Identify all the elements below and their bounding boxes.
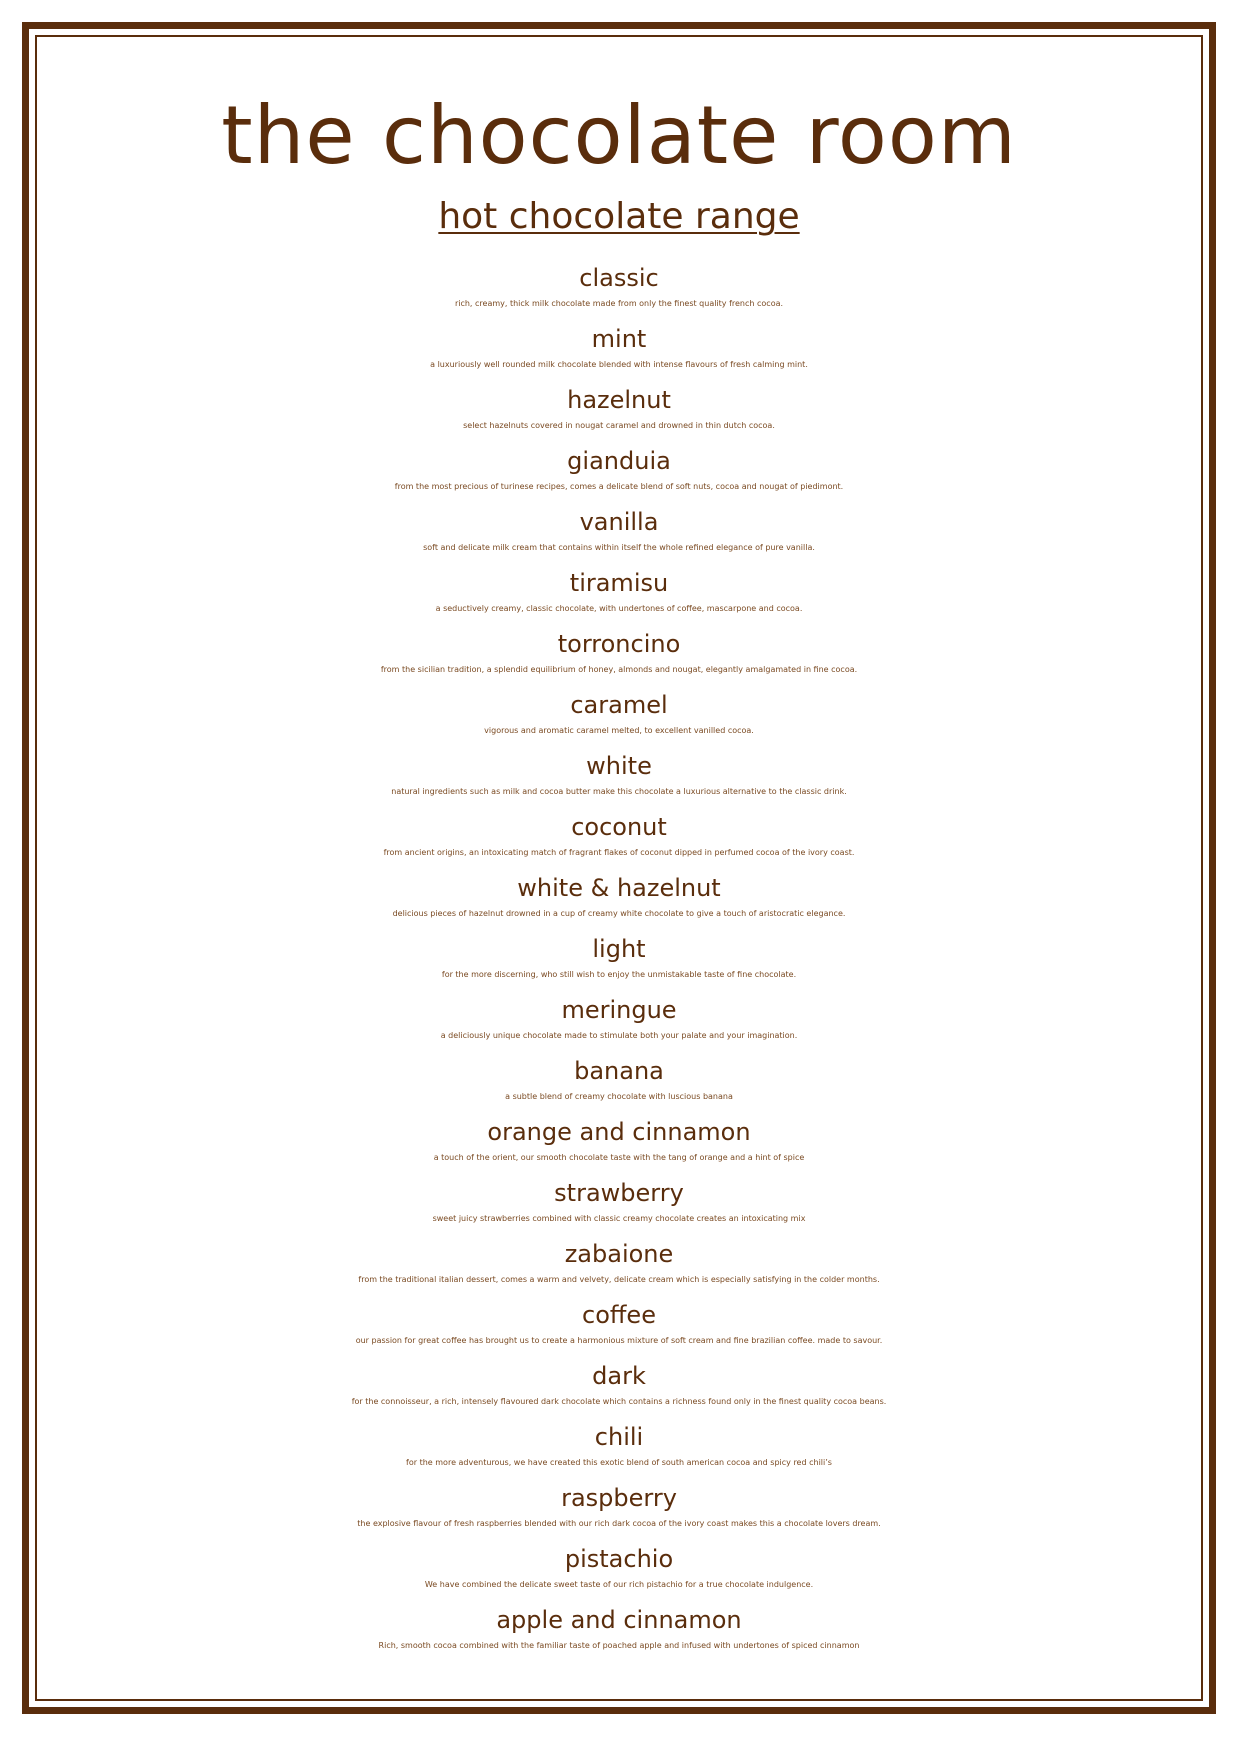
menu-item-description: from ancient origins, an intoxicating match of fragrant flakes of coconut dipped in perfumed cocoa of the ivory coast. [383,848,855,857]
menu-item-name: dark [592,1362,646,1390]
menu-item-description: We have combined the delicate sweet taste of our rich pistachio for a true chocolate indulgence. [424,1580,814,1589]
menu-item-description: from the most precious of turinese recipes, comes a delicate blend of soft nuts, cocoa and nougat of piedimont. [394,482,844,491]
menu-item-description: a seductively creamy, classic chocolate, with undertones of coffee, mascarpone and cocoa. [435,604,803,613]
menu-item [35,812,1203,873]
menu-item-description: the explosive flavour of fresh raspberries blended with our rich dark cocoa of the ivory coast makes this a chocolate lovers dream. [357,1519,881,1528]
menu-item-description: select hazelnuts covered in nougat caramel and drowned in thin dutch cocoa. [463,421,775,430]
menu-item [35,1361,1203,1422]
menu-item [35,1300,1203,1361]
menu-item [35,1178,1203,1239]
menu-item-name: gianduia [567,447,671,475]
menu-item [35,568,1203,629]
menu-item [35,690,1203,751]
menu-item-name: mint [591,325,647,353]
menu-item-name: vanilla [579,508,659,536]
menu-item [35,385,1203,446]
page-title: the chocolate room [221,89,1017,182]
menu-item [35,934,1203,995]
menu-item-name: apple and cinnamon [496,1606,742,1634]
menu-item-name: pistachio [564,1545,674,1573]
menu-item-description: for the more adventurous, we have created this exotic blend of south american cocoa and spicy red chili’s [406,1458,832,1467]
menu-item-name: zabaione [564,1240,674,1268]
menu-item [35,507,1203,568]
menu-item-name: white [586,752,652,780]
menu-item-description: for the more discerning, who still wish to enjoy the unmistakable taste of fine chocolate. [441,970,797,979]
menu-item-name: banana [574,1057,664,1085]
menu-item-description: natural ingredients such as milk and cocoa butter make this chocolate a luxurious alternative to the classic drink. [391,787,847,796]
menu-item-description: a subtle blend of creamy chocolate with luscious banana [505,1092,733,1101]
menu-item-name: torroncino [557,630,681,658]
menu-item [35,1239,1203,1300]
menu-item [35,324,1203,385]
menu-item-description: sweet juicy strawberries combined with classic creamy chocolate creates an intoxicating mix [432,1214,806,1223]
menu-item-name: tiramisu [569,569,669,597]
menu-item-description: a luxuriously well rounded milk chocolate blended with intense flavours of fresh calming mint. [430,360,808,369]
menu-item-description: a touch of the orient, our smooth chocolate taste with the tang of orange and a hint of spice [433,1153,805,1162]
menu-page [35,35,1203,1666]
page-subtitle: hot chocolate range [438,196,800,237]
menu-item [35,1056,1203,1117]
menu-item-name: chili [594,1423,644,1451]
menu-item [35,446,1203,507]
menu-item-name: orange and cinnamon [487,1118,751,1146]
menu-item [35,995,1203,1056]
menu-item [35,1605,1203,1666]
menu-item [35,1422,1203,1483]
menu-item-description: soft and delicate milk cream that contains within itself the whole refined elegance of pure vanilla. [423,543,815,552]
menu-item-description: for the connoisseur, a rich, intensely flavoured dark chocolate which contains a richness found only in the finest quality cocoa beans. [351,1397,887,1406]
menu-item-description: vigorous and aromatic caramel melted, to excellent vanilled cocoa. [484,726,754,735]
menu-item-name: hazelnut [567,386,671,414]
menu-item-description: Rich, smooth cocoa combined with the familiar taste of poached apple and infused with undertones of spiced cinnamon [378,1641,860,1650]
menu-item-description: rich, creamy, thick milk chocolate made from only the finest quality french cocoa. [454,299,784,308]
menu-list [35,263,1203,1666]
menu-item-name: raspberry [561,1484,677,1512]
menu-item-description: delicious pieces of hazelnut drowned in a cup of creamy white chocolate to give a touch of aristocratic elegance. [392,909,846,918]
menu-item [35,629,1203,690]
menu-item-description: a deliciously unique chocolate made to stimulate both your palate and your imagination. [440,1031,798,1040]
menu-item-name: white & hazelnut [517,874,721,902]
menu-item-name: caramel [570,691,668,719]
menu-item-description: from the sicilian tradition, a splendid equilibrium of honey, almonds and nougat, elegantly amalgamated in fine cocoa. [380,665,858,674]
menu-item-name: classic [579,264,659,292]
menu-item-name: strawberry [554,1179,684,1207]
menu-item [35,1544,1203,1605]
menu-item [35,263,1203,324]
menu-item [35,751,1203,812]
menu-item [35,1117,1203,1178]
menu-item-name: light [592,935,646,963]
menu-item-description: from the traditional italian dessert, comes a warm and velvety, delicate cream which is especially satisfying in the colder months. [358,1275,880,1284]
menu-item-description: our passion for great coffee has brought us to create a harmonious mixture of soft cream and fine brazilian coffee. made to savour. [355,1336,883,1345]
menu-item-name: coconut [571,813,667,841]
menu-item [35,1483,1203,1544]
menu-item [35,873,1203,934]
menu-item-name: meringue [561,996,677,1024]
menu-item-name: coffee [582,1301,656,1329]
